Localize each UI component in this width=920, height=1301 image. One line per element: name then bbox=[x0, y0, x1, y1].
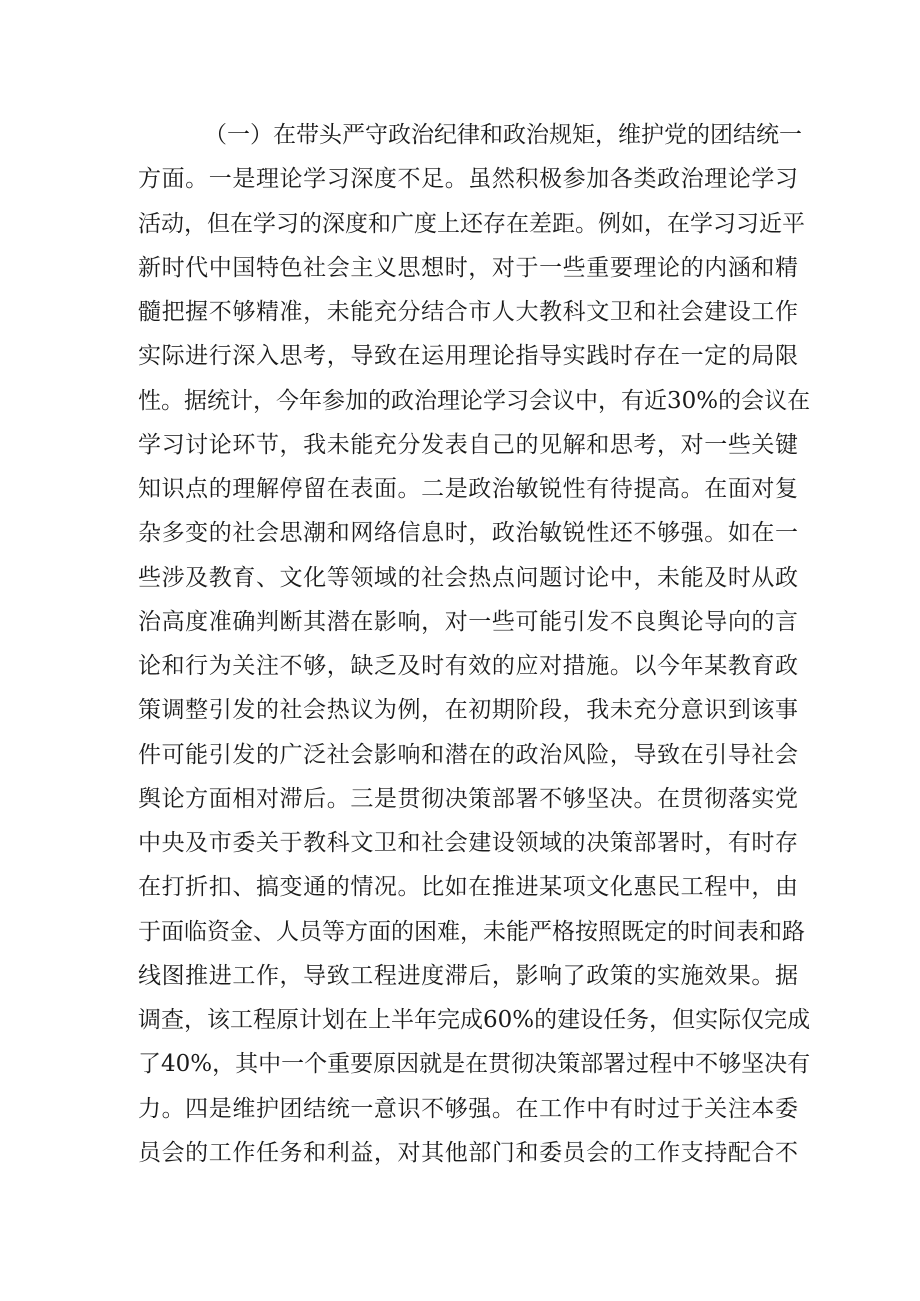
text-line: 中央及市委关于教科文卫和社会建设领域的决策部署时，有时存 bbox=[138, 830, 798, 856]
body-paragraph bbox=[138, 113, 811, 1175]
text-line: 于面临资金、人员等方面的困难，未能严格按照既定的时间表和路 bbox=[138, 918, 805, 945]
text-line: 杂多变的社会思潮和网络信息时，政治敏锐性还不够强。如在一 bbox=[138, 520, 798, 547]
text-line: 力。四是维护团结统一意识不够强。在工作中有时过于关注本委 bbox=[138, 1095, 798, 1122]
text-line: 学习讨论环节，我未能充分发表自己的见解和思考，对一些关键 bbox=[138, 431, 798, 458]
text-line: 了40%，其中一个重要原因就是在贯彻决策部署过程中不够坚决有 bbox=[138, 1051, 811, 1078]
text-line: 活动，但在学习的深度和广度上还存在差距。例如，在学习习近平 bbox=[138, 210, 805, 237]
text-line: 员会的工作任务和利益，对其他部门和委员会的工作支持配合不 bbox=[138, 1139, 798, 1166]
text-line: 方面。一是理论学习深度不足。虽然积极参加各类政治理论学习 bbox=[138, 166, 798, 193]
text-line: （一）在带头严守政治纪律和政治规矩，维护党的团结统一 bbox=[204, 122, 802, 148]
text-line: 件可能引发的广泛社会影响和潜在的政治风险，导致在引导社会 bbox=[138, 741, 798, 768]
text-line: 论和行为关注不够，缺乏及时有效的应对措施。以今年某教育政 bbox=[138, 653, 798, 679]
text-line: 实际进行深入思考，导致在运用理论指导实践时存在一定的局限 bbox=[138, 343, 798, 370]
text-line: 些涉及教育、文化等领域的社会热点问题讨论中，未能及时从政 bbox=[138, 564, 798, 591]
text-line: 髓把握不够精准，未能充分结合市人大教科文卫和社会建设工作 bbox=[138, 299, 798, 325]
text-line: 治高度准确判断其潜在影响，对一些可能引发不良舆论导向的言 bbox=[138, 608, 798, 635]
text-line: 性。据统计，今年参加的政治理论学习会议中，有近30%的会议在 bbox=[138, 387, 811, 414]
text-line: 知识点的理解停留在表面。二是政治敏锐性有待提高。在面对复 bbox=[138, 476, 798, 502]
text-line: 在打折扣、搞变通的情况。比如在推进某项文化惠民工程中，由 bbox=[138, 874, 798, 901]
text-line: 调查，该工程原计划在上半年完成60%的建设任务，但实际仅完成 bbox=[138, 1007, 811, 1033]
text-line: 线图推进工作，导致工程进度滞后，影响了政策的实施效果。据 bbox=[138, 962, 798, 989]
text-line: 新时代中国特色社会主义思想时，对于一些重要理论的内涵和精 bbox=[138, 254, 798, 281]
text-line: 策调整引发的社会热议为例，在初期阶段，我未充分意识到该事 bbox=[138, 697, 798, 724]
text-line: 舆论方面相对滞后。三是贯彻决策部署不够坚决。在贯彻落实党 bbox=[138, 785, 798, 812]
